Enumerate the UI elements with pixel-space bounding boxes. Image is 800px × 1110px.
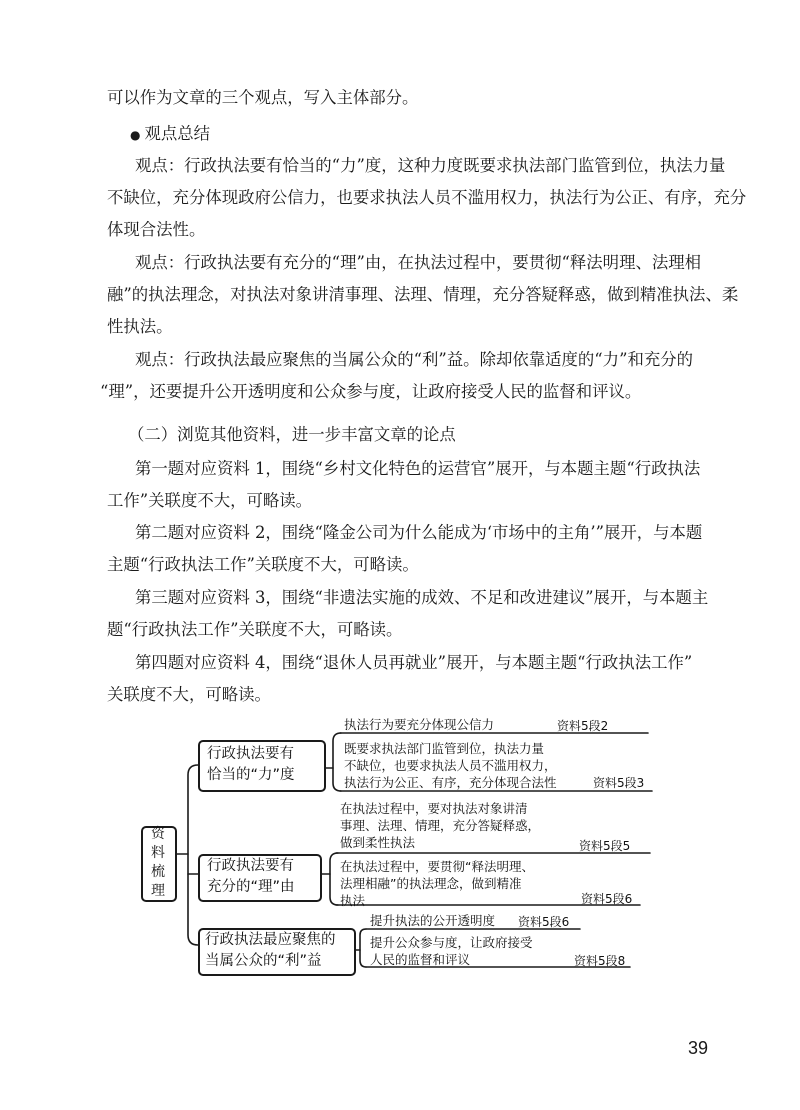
leaf-line: 做到柔性执法: [340, 835, 416, 850]
text-line: 第四题对应资料 4，围绕“退休人员再就业”展开，与本题主题“行政执法工作”: [135, 653, 693, 672]
leaf-line: 不缺位，也要求执法人员不滥用权力，: [344, 758, 557, 773]
text-line: 观点：行政执法要有充分的“理”由，在执法过程中，要贯彻“释法明理、法理相: [135, 253, 702, 272]
text-line: 关联度不大，可略读。: [107, 685, 271, 704]
node-line: 行政执法最应聚焦的: [205, 932, 336, 948]
leaf-text: 提升执法的公开透明度: [370, 913, 496, 928]
leaf-line: 既要求执法部门监管到位，执法力量: [344, 741, 545, 756]
source-tag: 资料5段6: [518, 915, 570, 929]
root-char: 资: [151, 826, 165, 842]
text-line: 第一题对应资料 1，围绕“乡村文化特色的运营官”展开，与本题主题“行政执法: [135, 459, 701, 478]
root-char: 料: [151, 845, 165, 861]
heading-text: 观点总结: [144, 124, 211, 143]
root-char: 理: [151, 883, 165, 899]
text-line: “理”，还要提升公开透明度和公众参与度，让政府接受人民的监督和评议。: [100, 382, 642, 401]
root-char: 梳: [151, 864, 165, 880]
node-label: [205, 930, 336, 972]
text-line: 融”的执法理念，对执法对象讲清事理、法理、情理，充分答疑释惑，做到精准执法、柔: [107, 285, 739, 304]
leaf-line: 执法行为公正、有序，充分体现合法性: [344, 775, 557, 790]
source-tag: 资料5段5: [579, 839, 631, 853]
node-label: [207, 744, 295, 786]
node-line: 充分的“理”由: [207, 879, 295, 895]
text-line: 可以作为文章的三个观点，写入主体部分。: [107, 88, 419, 107]
node-line: 当属公众的“利”益: [205, 953, 322, 969]
leaf-line: 法理相融”的执法理念，做到精准: [340, 876, 522, 891]
text-line: 观点：行政执法最应聚焦的当属公众的“利”益。除却依靠适度的“力”和充分的: [135, 350, 694, 369]
root-label: [151, 825, 165, 901]
text-line: 工作”关联度不大，可略读。: [107, 491, 313, 510]
text-line: 不缺位，充分体现政府公信力，也要求执法人员不滥用权力，执法行为公正、有序，充分: [107, 188, 747, 207]
node-box-force: [198, 740, 326, 792]
leaf-text: [370, 934, 533, 968]
source-tag: 资料5段6: [581, 892, 633, 906]
node-box-reason: [198, 854, 322, 902]
leaf-line: 事理、法理、情理，充分答疑释惑，: [340, 818, 541, 833]
leaf-line: 在执法过程中，要贯彻“释法明理、: [340, 859, 534, 874]
text-line: 题“行政执法工作”关联度不大，可略读。: [107, 620, 403, 639]
text-line: 第三题对应资料 3，围绕“非遗法实施的成效、不足和改进建议”展开，与本题主: [135, 588, 709, 607]
node-box-interest: [198, 928, 356, 976]
root-box: [141, 826, 177, 902]
section-heading: （二）浏览其他资料，进一步丰富文章的论点: [128, 425, 456, 444]
leaf-line: 人民的监督和评议: [370, 952, 471, 967]
leaf-line: 在执法过程中，要对执法对象讲清: [340, 801, 528, 816]
leaf-line: 提升公众参与度，让政府接受: [370, 935, 533, 950]
text-line: 性执法。: [107, 317, 173, 336]
page-number: 39: [688, 1038, 709, 1058]
source-tag: 资料5段2: [557, 719, 609, 733]
leaf-text: [340, 800, 540, 851]
bullet-icon: ●: [130, 128, 141, 142]
source-tag: 资料5段8: [574, 954, 626, 968]
node-label: [207, 856, 295, 898]
text-line: 体现合法性。: [107, 220, 206, 239]
node-line: 行政执法要有: [207, 746, 294, 762]
leaf-text: [340, 858, 534, 909]
leaf-line: 执法: [340, 893, 366, 908]
text-line: 主题“行政执法工作”关联度不大，可略读。: [107, 555, 419, 574]
leaf-text: 执法行为要充分体现公信力: [344, 717, 495, 732]
node-line: 恰当的“力”度: [207, 767, 295, 783]
text-line: 第二题对应资料 2，围绕“隆金公司为什么能成为‘市场中的主角’”展开，与本题: [135, 523, 703, 542]
node-line: 行政执法要有: [207, 858, 294, 874]
source-tag: 资料5段3: [593, 776, 645, 790]
text-line: 观点：行政执法要有恰当的“力”度，这种力度既要求执法部门监管到位，执法力量: [135, 156, 726, 175]
leaf-text: [344, 740, 557, 791]
